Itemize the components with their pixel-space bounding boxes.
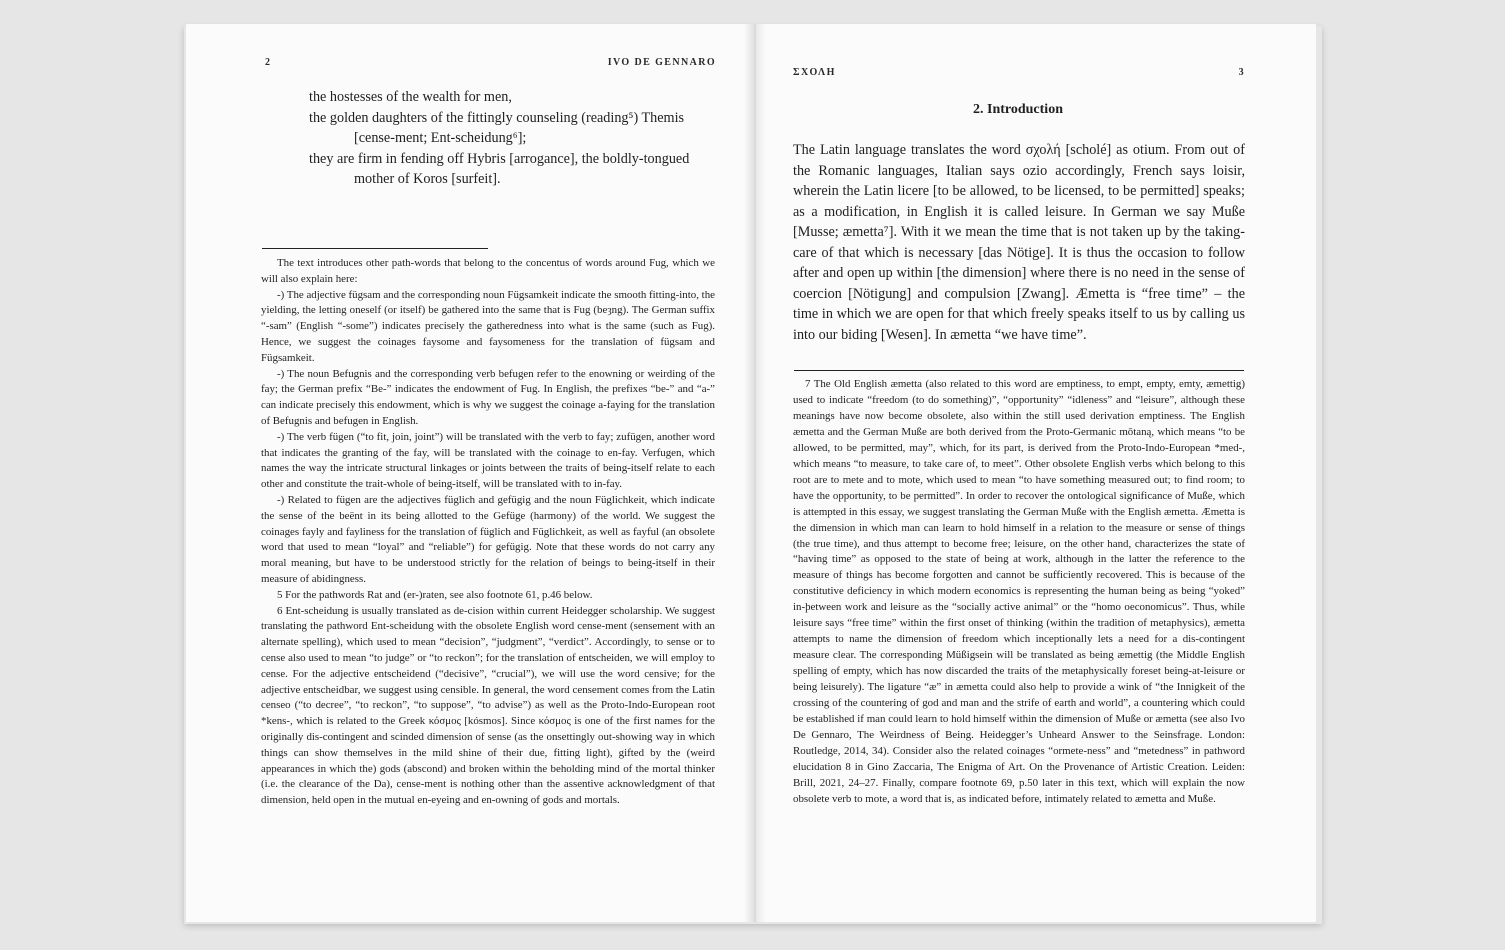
footnote-rule [262, 248, 488, 249]
left-footnotes [261, 256, 715, 809]
left-running-head: IVO DE GENNARO [607, 57, 716, 68]
footnote-paragraph: -) The adjective fügsam and the corresponding noun Fügsamkeit indicate the smooth fitting-into, the yielding, the letting oneself (or itself) be gathered into the same that is Fug (beȝng). The German suffix “-sam” (English “-some”) indicates precisely the gatheredness into what is the same (such as Fug). Hence, we suggest the coinages faysome and faysomeness for the translation of fügsam and Fügsamkeit. [261, 288, 715, 364]
verse-line: the golden daughters of the fittingly counseling (reading⁵) Themis [309, 109, 685, 126]
section-title: 2. Introduction [973, 102, 1063, 117]
footnote-7: 7 The Old English æmetta (also related to this word are emptiness, to empt, empty, emty, æmettig) used to indicate “freedom (to do something)”, “opportunity” “idleness” and “leisure”, although these meanings have now become obsolete, also within the still used derivation emptiness. The English æmetta and the German Muße are both derived from the Proto-Germanic mōtaną, which means “to be allowed, to be permitted, may”, which, for its part, is derived from the Proto-Indo-European *med-, which means “to measure, to take care of, to meet”. Other obsolete English verbs which belong to this root are to mete and to mote, which used to mean “to have something measured out; to find room; to have the opportunity, to be permitted”. In order to recover the ontological significance of Muße, which is attempted in this essay, we suggest translating the German Muße with the English æmetta. Æmetta is the dimension in which man can learn to hold himself in a relation to the measure or sense of things (the true time), and thus attempt to become free; leisure, on the other hand, characterizes the state of “having time” as opposed to the state of being at work, although in the latter the reference to the measure of things has become forgotten and cannot be sufficiently recovered. This is because of the constitutive deficiency in which modern economics is representing the human being as being “yoked” in-þetween work and leisure as the “socially active animal” or the “homo oeconomicus”. Thus, while leisure says “free time” within the first onset of thinking (within the tradition of metaphysics), æmetta attempts to name the dimension of freedom which inceptionally lets a need for a dis-contingent measure clear. The corresponding Müßigsein will be translated as being æmettig (the Middle English spelling of empty, which has now discarded the traits of the metaphysically foreset being-at-leisure or being leisurely). The ligature “æ” in æmetta could also help to provide a wink of “the Innigkeit of the crossing of the countering of god and man and the strife of earth and world”, a countering which could be established if man could learn to hold himself within the dimension of Muße or æmetta (see also Ivo De Gennaro, The Weirdness of Being. Heidegger’s Unheard Answer to the Seinsfrage. London: Routledge, 2014, 34). Consider also the related coinages “ormete-ness” and “metedness” in pathword elucidation 8 in Gino Zaccaria, The Enigma of Art. On the Provenance of Artistic Creation. Leiden: Brill, 2021, 24–27. Finally, compare footnote 69, p.50 later in this text, which will explain the now obsolete verb to mote, a word that is, as indicated before, intimately related to æmetta and Muße. [793, 378, 1245, 805]
left-page-number: 2 [265, 57, 272, 68]
footnote-6: 6 Ent-scheidung is usually translated as de-cision within current Heidegger scholarship. We suggest translating the pathword Ent-scheidung with the obsolete English word cense-ment (sensement with an alternate spelling), which used to mean “decision”, “judgment”, “verdict”. Accordingly, to sense or to cense also used to mean “to judge” or “to reckon”; for the translation of entscheiden, we will employ to cense. For the adjective entscheidend (“decisive”, “crucial”), we will use the word censive; for the adjective entscheidbar, we suggest using censible. In general, the word censement comes from the Latin censeo (“to decree”, “to reckon”, “to suppose”, “to advise”) as well as the Proto-Indo-European root *kens-, which is related to the Greek κόσμος [kósmos]. Since κόσμος is one of the first names for the originally dis-contingent and scinded dimension of sense (as the onsettingly out-showing way in which things can show themselves in the mild shine of their due, fitting light), gifted by the (weird appearances in which the) gods (abscond) and broken within the beholding mind of the mortal thinker (i.e. the clearance of the Da), cense-ment is nothing other than the assentive acknowledgment of that dimension, held open in the mutual en-eyeing and en-owning of gods and mortals. [261, 604, 715, 807]
verse-line: mother of Koros [surfeit]. [354, 171, 501, 187]
footnote-5: 5 For the pathwords Rat and (er-)raten, see also footnote 61, p.46 below. [277, 588, 593, 601]
footnote-paragraph: -) The noun Befugnis and the corresponding verb befugen refer to the enowning or weirding of the fay; the German prefix “Be-” indicates the endowment of Fug. In English, the prefixes “be-” and “a-” can indicate precisely this endowment, which is why we suggest the coinage a-faying for the translation of Befugnis and befugen in English. [261, 367, 715, 427]
verse-line: the hostesses of the wealth for men, [309, 89, 512, 105]
footnote-rule [794, 370, 1244, 371]
verse-block [309, 87, 749, 190]
right-running-head: ΣΧΟΛΗ [793, 67, 836, 78]
footnote-paragraph: The text introduces other path-words that belong to the concentus of words around Fug, which we will also explain here: [261, 257, 715, 285]
footnote-paragraph: -) The verb fügen (“to fit, join, joint”) will be translated with the verb to fay; zufügen, another word that indicates the granting of the fay, will be translated with the coinage to en-fay. Verfugen, which names the way the intricate structural linkages or joints between the traits of being-itself relate to each other and constitute the trait-whole of being-itself, will be translated with to in-fay. [261, 430, 715, 491]
footnote-paragraph: -) Related to fügen are the adjectives füglich and gefügig and the noun Füglichkeit, which indicate the sense of the beënt in its being allotted to the Gefüge (harmony) of the world. We suggest the coinages fayly and fayliness for the translation of füglich and Füglichkeit, as well as fayful (an obsolete word that used to mean “loyal” and “reliable”) for gefügig. Note that these words do not carry any moral meaning, but have to be understood strictly for the relation of beings to being-itself in their measure of abidingness. [261, 493, 715, 585]
right-page [754, 24, 1316, 922]
verse-line: they are firm in fending off Hybris [arrogance], the boldly-tongued [309, 150, 690, 167]
right-footnotes [793, 377, 1245, 808]
body-paragraph: The Latin language translates the word σχολή [scholé] as otium. From out of the Romanic languages, Italian says ozio accordingly, French says loisir, wherein the Latin licere [to be allowed, to be licensed, to be permitted] speaks; as a modification, in English it is called leisure. In German we say Muße [Musse; æmetta⁷]. With it we mean the time that is not taken up by the taking-care of that which is necessary [das Nötige]. It is thus the occasion to follow after and open up within [the dimension] where there is no need in the sense of coercion [Nötigung] and compulsion [Zwang]. Æmetta is “free time” – the time in which we are open for that which freely speaks itself to us by calling us into our biding [Wesen]. In æmetta “we have time”. [793, 142, 1245, 343]
right-page-number: 3 [1238, 67, 1245, 78]
verse-line: [cense-ment; Ent-scheidung⁶]; [354, 130, 527, 146]
left-page [186, 24, 754, 922]
body-text [793, 140, 1245, 345]
